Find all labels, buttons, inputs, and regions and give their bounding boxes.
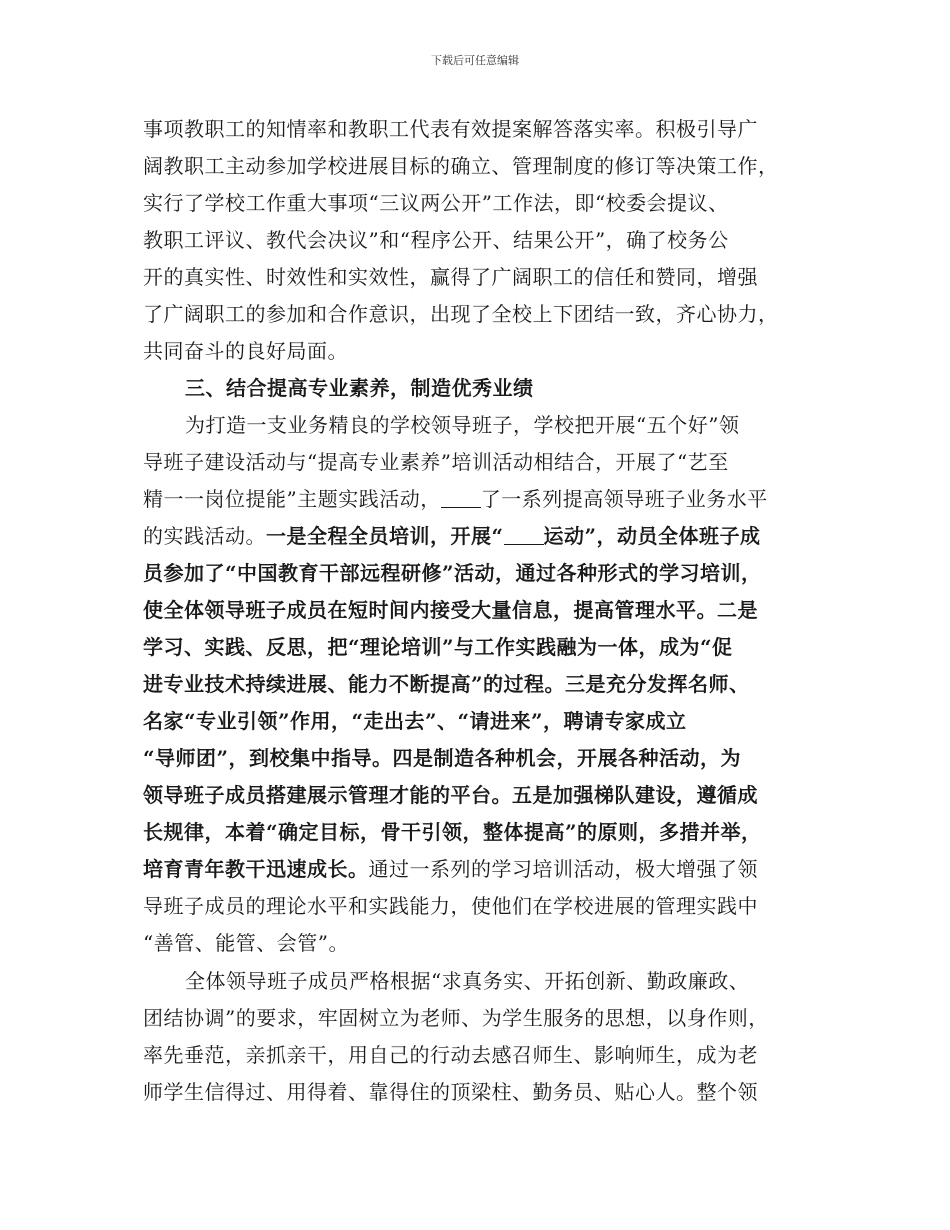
- text-line: 学习、实践、反思，把“理论培训”与工作实践融为一体，成为“促: [143, 635, 733, 659]
- text-line: 师学生信得过、用得着、靠得住的顶梁柱、勤务员、贴心人。整个领: [143, 1080, 758, 1104]
- text-line: 开的真实性、时效性和实效性，赢得了广阔职工的信任和赞同，增强: [143, 265, 758, 289]
- text-span: 精一一岗位提能”主题实践活动，: [143, 487, 441, 511]
- bold-span: 运动”，动员全体班子成: [543, 524, 761, 548]
- text-line: 进专业技术持续进展、能力不断提高”的过程。三是充分发挥名师、: [143, 672, 750, 696]
- blank-underline: [441, 489, 481, 508]
- text-line: 导班子建设活动与“提高专业素养”培训活动相结合，开展了“艺至: [143, 450, 729, 474]
- text-line: 了广阔职工的参加和合作意识，出现了全校上下团结一致，齐心协力，: [143, 302, 779, 326]
- section-heading: 三、结合提高专业素养，制造优秀业绩: [185, 376, 534, 400]
- text-line: 全体领导班子成员严格根据“求真务实、开拓创新、勤政廉政、: [185, 969, 750, 993]
- text-line: 共同奋斗的良好局面。: [143, 339, 348, 363]
- text-line: 使全体领导班子成员在短时间内接受大量信息，提高管理水平。二是: [143, 598, 758, 622]
- text-line: 领导班子成员搭建展示管理才能的平台。五是加强梯队建设，遵循成: [143, 783, 758, 807]
- text-line: 名家“专业引领”作用，“走出去”、“请进来”，聘请专家成立: [143, 709, 687, 733]
- text-line: 为打造一支业务精良的学校领导班子，学校把开展“五个好”领: [185, 413, 740, 437]
- text-line: “导师团”，到校集中指导。四是制造各种机会，开展各种活动，为: [143, 746, 742, 770]
- text-span: 通过一系列的学习培训活动，极大增强了领: [368, 857, 758, 881]
- text-span: 的实践活动。: [143, 524, 266, 548]
- text-line: 阔教职工主动参加学校进展目标的确立、管理制度的修订等决策工作，: [143, 154, 779, 178]
- text-line: 导班子成员的理论水平和实践能力，使他们在学校进展的管理实践中: [143, 894, 758, 918]
- text-line: [143, 518, 761, 554]
- text-line: [143, 481, 768, 517]
- text-line: “善管、能管、会管”。: [143, 931, 349, 955]
- bold-span: 培育青年教干迅速成长。: [143, 857, 369, 881]
- text-line: 团结协调”的要求，牢固树立为老师、为学生服务的思想，以身作则，: [143, 1006, 769, 1030]
- text-line: [143, 851, 758, 887]
- bold-span: 一是全程全员培训，开展“: [266, 524, 504, 548]
- text-span: 了一系列提高领导班子业务水平: [480, 487, 768, 511]
- text-line: 事项教职工的知情率和教职工代表有效提案解答落实率。积极引导广: [143, 117, 758, 141]
- text-line: 率先垂范，亲抓亲干，用自己的行动去感召师生、影响师生，成为老: [143, 1043, 758, 1067]
- text-line: 教职工评议、教代会决议”和“程序公开、结果公开”，确了校务公: [143, 228, 729, 252]
- blank-underline: [504, 526, 544, 545]
- text-line: 员参加了“中国教育干部远程研修”活动，通过各种形式的学习培训，: [143, 561, 762, 585]
- text-line: 长规律，本着“确定目标，骨干引领，整体提高”的原则，多措并举，: [143, 820, 762, 844]
- page-header: 下载后可任意编辑: [431, 54, 519, 67]
- text-line: 实行了学校工作重大事项“三议两公开”工作法，即“校委会提议、: [143, 191, 729, 215]
